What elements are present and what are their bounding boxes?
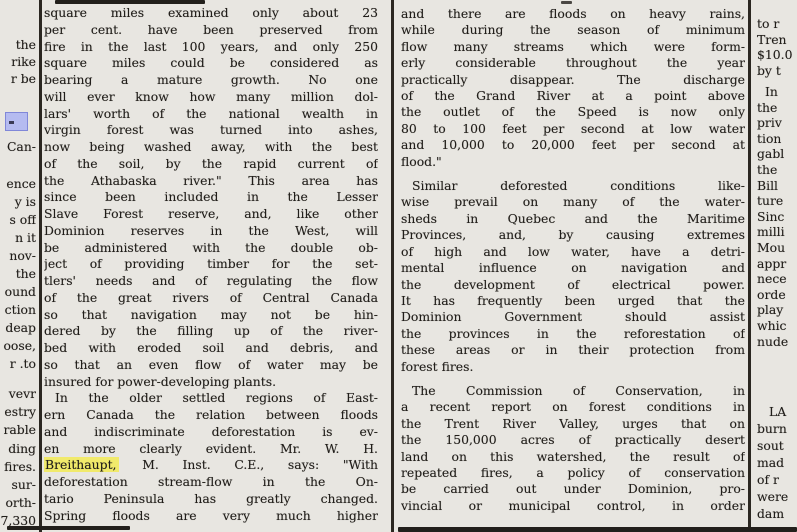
- left-fragment-group-3: [0, 175, 36, 373]
- text-line: The Commission of Conservation, in: [412, 382, 745, 398]
- text-line: and there are floods on heavy rains,: [401, 6, 745, 21]
- text-line: be administered with the double ob-: [44, 239, 378, 255]
- text-line: It has frequently been urged that the: [401, 292, 745, 308]
- text-line: play: [757, 302, 784, 318]
- column-rule-right: [748, 0, 751, 532]
- text-line: ern Canada the relation between floods: [44, 407, 378, 422]
- text-line: gabl: [757, 146, 785, 162]
- text-line: sheds in Quebec and the Maritime: [401, 210, 745, 226]
- text-line: so that navigation may not be hin-: [44, 306, 378, 322]
- text-line: mad: [757, 455, 785, 470]
- text-line: nov-: [9, 248, 36, 263]
- text-line: appr: [757, 255, 787, 271]
- text-line: the Trent River Valley, urges that on: [401, 415, 745, 431]
- text-line: fire in the last 100 years, and only 250: [44, 38, 378, 54]
- text-line: nece: [757, 271, 787, 287]
- text-line: estry: [4, 404, 36, 420]
- text-line: y is: [14, 194, 36, 209]
- text-line: the Athabaska river." This area has: [44, 172, 378, 188]
- highlighted-text: Breithaupt,: [45, 457, 117, 473]
- text-line: these areas or in their protection from: [401, 342, 745, 358]
- text-line: Can-: [6, 139, 36, 154]
- text-line: to r: [757, 16, 780, 31]
- text-line: dam: [757, 506, 785, 521]
- text-line: the: [757, 161, 778, 177]
- text-line: now being washed away, with the best: [44, 139, 378, 154]
- text-line: Slave Forest reserve, and, like other: [44, 206, 378, 221]
- column-rule-middle: [391, 0, 394, 532]
- text-line: Dominion Government should assist: [401, 309, 745, 325]
- text-line: sur-: [11, 477, 36, 493]
- text-line: tario Peninsula has greatly changed.: [44, 490, 378, 506]
- text-line: nude: [757, 333, 789, 349]
- text-line: $10.0: [757, 47, 793, 63]
- text-line: en more clearly evident. Mr. W. H.: [44, 440, 378, 456]
- text-line: vevr: [8, 386, 36, 401]
- text-line: per cent. have been preserved from: [44, 21, 378, 37]
- text-line: dered by the filling up of the river-: [44, 323, 378, 339]
- text-line: vincial or municipal control, in order: [401, 497, 745, 513]
- text-line: ction: [4, 302, 36, 317]
- text-line: LA: [769, 404, 787, 419]
- text-line: rike: [11, 54, 36, 69]
- text-line: flow many streams which were form-: [401, 38, 745, 54]
- text-line: Provinces, and, by causing extremes: [401, 227, 745, 243]
- text-line: rable: [3, 422, 36, 438]
- text-line: In: [765, 84, 778, 99]
- text-line: the 150,000 acres of practically desert: [401, 432, 745, 448]
- paragraph: [401, 383, 745, 514]
- scan-speck: [561, 1, 572, 4]
- text-line: forest fires.: [401, 358, 474, 374]
- text-line: orde: [757, 286, 786, 302]
- text-line: the development of electrical power.: [401, 276, 745, 292]
- text-line: of high and low water, have a detri-: [401, 243, 745, 259]
- text-line: bearing a mature growth. No one: [44, 72, 378, 87]
- left-fragment-group-2: [0, 138, 36, 155]
- text-line: and indiscriminate deforestation is ev-: [44, 423, 378, 439]
- text-line: ture: [757, 193, 784, 209]
- text-line: Bill: [757, 177, 778, 193]
- scan-smudge-top: [55, 0, 205, 4]
- text-line: ject of providing timber for the set-: [44, 256, 378, 272]
- paragraph: [44, 5, 378, 390]
- left-fragment-group-1: [0, 36, 36, 87]
- text-line: oose,: [3, 338, 36, 353]
- right-fragment-group-1: [757, 16, 797, 78]
- paragraph: [401, 178, 745, 375]
- text-line: while during the season of minimum: [401, 22, 745, 38]
- text-line: Spring floods are very much higher: [44, 507, 378, 523]
- text-line: flood.": [401, 153, 442, 169]
- text-line: orth-: [5, 495, 36, 511]
- text-line: land on this watershed, the result of: [401, 448, 745, 464]
- text-line: a recent report on forest conditions in: [401, 399, 745, 415]
- text-line: whic: [757, 317, 787, 333]
- text-line: In the older settled regions of East-: [55, 390, 378, 406]
- text-line: of the great rivers of Central Canada: [44, 289, 378, 305]
- paragraph: [44, 390, 378, 524]
- text-line: 7,330: [0, 513, 36, 529]
- text-line: the outlet of the Speed is now only: [401, 104, 745, 120]
- text-line: Breithaupt, M. Inst. C.E., says: "With: [45, 457, 378, 473]
- text-line: of the soil, by the rapid current of: [44, 155, 378, 171]
- text-line: the: [15, 37, 36, 52]
- text-line: be carried out under Dominion, pro-: [401, 481, 745, 497]
- text-line: were: [757, 489, 789, 504]
- text-line: mental influence on navigation and: [401, 260, 745, 276]
- text-line: wise prevail on many of the water-: [401, 194, 745, 210]
- text-line: lars' worth of the national wealth in: [44, 105, 378, 121]
- text-line: s off: [9, 212, 36, 227]
- text-line: burn: [757, 421, 787, 436]
- text-line: ound: [4, 284, 36, 299]
- text-line: 80 to 100 feet per second at low water: [401, 120, 745, 136]
- text-line: square miles could be considered as: [44, 55, 378, 71]
- text-line: will ever know how many million dol-: [44, 88, 378, 104]
- right-fragment-group-3: [757, 403, 797, 522]
- text-line: practically disappear. The discharge: [401, 71, 745, 87]
- text-line: ding: [8, 440, 36, 456]
- text-line: priv: [757, 115, 782, 131]
- text-line: repeated fires, a policy of conservation: [401, 464, 745, 480]
- text-line: the provinces in the reforestation of: [401, 325, 745, 341]
- text-line: Sinc: [757, 208, 785, 224]
- text-line: tion: [757, 130, 782, 146]
- text-line: of r: [757, 472, 779, 487]
- text-line: deap: [5, 320, 36, 335]
- text-line: Tren: [757, 31, 787, 47]
- text-line: and 10,000 to 20,000 feet per second at: [401, 137, 745, 153]
- text-line: n it: [15, 230, 36, 245]
- text-line: of the Grand River at a point above: [401, 88, 745, 104]
- text-line: r be: [10, 71, 36, 86]
- scan-rule-bottom-right: [398, 527, 797, 532]
- text-line: by t: [757, 62, 781, 78]
- column-rule-left: [39, 0, 42, 532]
- text-line: the: [757, 99, 778, 115]
- text-line: Dominion reserves in the West, will: [44, 222, 378, 238]
- selected-text-mark: [9, 121, 14, 124]
- article-column-1: [44, 5, 378, 524]
- text-line: r .to: [9, 356, 36, 371]
- text-line: ence: [6, 176, 36, 191]
- text-line: since been included in the Lesser: [44, 189, 378, 205]
- text-line: the: [15, 266, 36, 281]
- text-line: deforestation stream-flow in the On-: [44, 474, 378, 489]
- text-line: square miles examined only about 23: [44, 5, 378, 20]
- text-line: insured for power-developing plants.: [44, 373, 277, 389]
- text-line: milli: [757, 224, 785, 240]
- right-fragment-group-2: [757, 84, 797, 349]
- text-line: virgin forest was turned into ashes,: [44, 122, 378, 138]
- article-column-2: [401, 6, 745, 514]
- text-line: erly considerable throughout the year: [401, 55, 745, 71]
- left-fragment-group-4: [0, 385, 36, 531]
- text-line: bed with eroded soil and debris, and: [44, 340, 378, 355]
- text-line: Mou: [757, 239, 786, 255]
- text-line: fires.: [4, 458, 36, 474]
- text-line: tlers' needs and of regulating the flow: [44, 273, 378, 288]
- paragraph: [401, 6, 745, 170]
- text-line: so that an even flow of water may be: [44, 356, 378, 372]
- selection-highlight-box: [5, 112, 28, 131]
- text-line: Similar deforested conditions like-: [412, 178, 745, 194]
- text-line: sout: [757, 438, 784, 453]
